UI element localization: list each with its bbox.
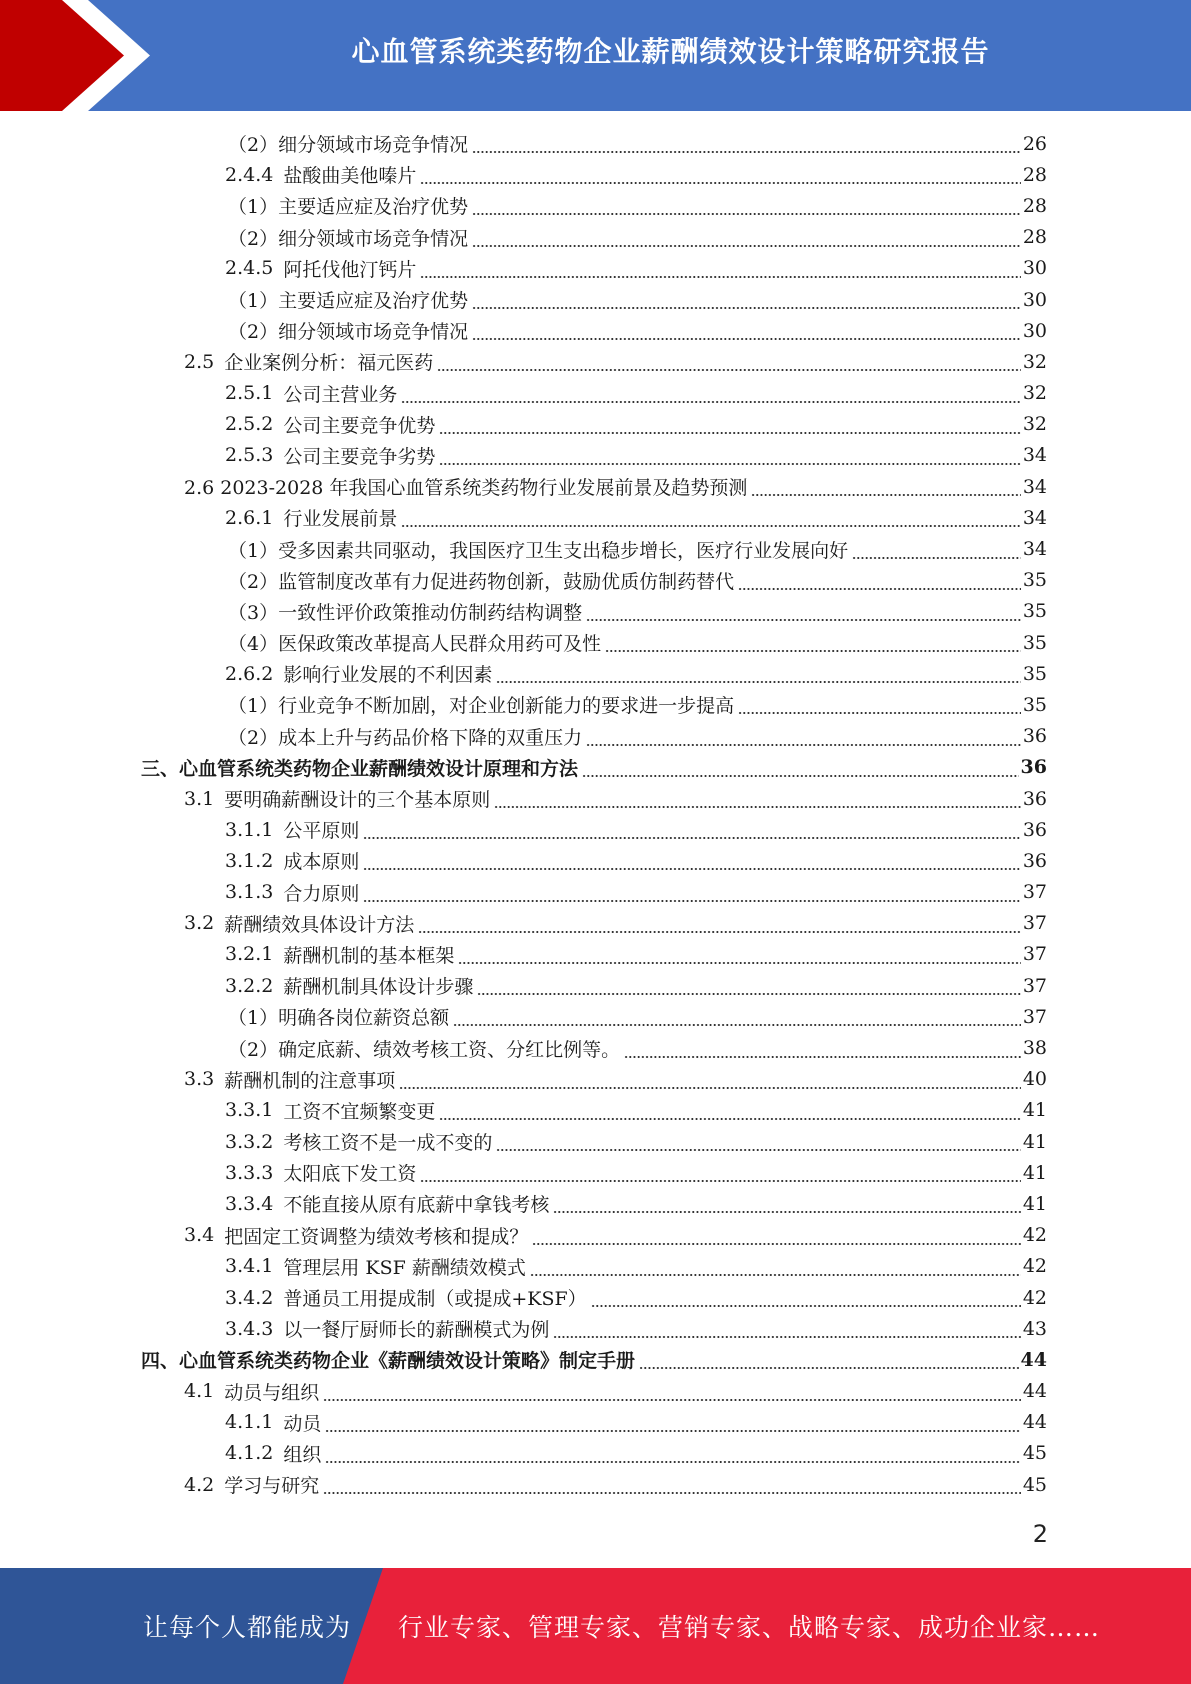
toc-entry-title: （1）行业竞争不断加剧，对企业创新能力的要求进一步提高 (228, 695, 735, 718)
toc-entry-number: 2.4.4 (225, 163, 274, 186)
toc-entry[interactable] (0, 1282, 1191, 1313)
dot-leader (325, 1414, 1020, 1433)
toc-entry-page: 26 (1022, 132, 1047, 155)
toc-entry-title: （3）一致性评价政策推动仿制药结构调整 (228, 601, 583, 624)
dot-leader (363, 852, 1020, 871)
dot-leader (323, 1476, 1021, 1495)
toc-entry-page: 41 (1022, 1130, 1047, 1153)
toc-entry-page: 36 (1022, 849, 1047, 872)
dot-leader (472, 291, 1021, 310)
toc-entry-number: 3.2 (184, 912, 215, 935)
toc-entry-page: 40 (1022, 1068, 1047, 1091)
dot-leader (401, 385, 1020, 404)
toc-entry-title: 不能直接从原有底薪中拿钱考核 (283, 1194, 550, 1217)
toc-entry-number: 3.1.1 (225, 818, 274, 841)
toc-entry[interactable] (0, 1126, 1191, 1157)
toc-entry-page: 45 (1022, 1442, 1047, 1465)
toc-entry-page: 35 (1022, 631, 1047, 654)
toc-entry-page: 42 (1022, 1224, 1047, 1247)
dot-leader (399, 1071, 1021, 1090)
toc-entry[interactable] (0, 128, 1191, 159)
toc-entry[interactable] (0, 409, 1191, 440)
report-title: 心血管系统类药物企业薪酬绩效设计策略研究报告 (351, 35, 990, 68)
toc-entry-number: 2.5.3 (225, 444, 274, 467)
toc-entry[interactable] (0, 565, 1191, 596)
dot-leader (363, 884, 1020, 903)
dot-leader (586, 728, 1021, 747)
toc-entry-page: 37 (1022, 912, 1047, 935)
toc-entry-page: 43 (1022, 1317, 1047, 1340)
toc-entry-title: 三、心血管系统类药物企业薪酬绩效设计原理和方法 (141, 757, 579, 780)
toc-entry-title: 普通员工用提成制（或提成+KSF） (283, 1288, 587, 1311)
dot-leader (472, 197, 1021, 216)
toc-entry-number: 2.6.2 (225, 662, 274, 685)
dot-leader (420, 1164, 1020, 1183)
toc-entry-page: 30 (1022, 257, 1047, 280)
toc-entry-page: 35 (1022, 693, 1047, 716)
toc-entry-number: 3.1.3 (225, 881, 274, 904)
toc-entry[interactable] (0, 752, 1191, 783)
toc-entry-page: 37 (1022, 881, 1047, 904)
toc-entry-page: 35 (1022, 600, 1047, 623)
toc-entry-title: 以一餐厅厨师长的薪酬模式为例 (283, 1319, 550, 1342)
toc-entry-title: 影响行业发展的不利因素 (283, 664, 493, 687)
toc-entry[interactable] (0, 222, 1191, 253)
toc-entry[interactable] (0, 284, 1191, 315)
dot-leader (325, 1445, 1020, 1464)
dot-leader (591, 1289, 1021, 1308)
toc-entry[interactable] (0, 1407, 1191, 1438)
toc-entry[interactable] (0, 596, 1191, 627)
page-number: 2 (1032, 1520, 1048, 1548)
dot-leader (401, 509, 1020, 528)
dot-leader (418, 915, 1021, 934)
dot-leader (472, 135, 1021, 154)
toc-entry-title: 薪酬机制具体设计步骤 (283, 976, 474, 999)
toc-entry[interactable] (0, 1220, 1191, 1251)
toc-entry-page: 32 (1022, 413, 1047, 436)
toc-entry-title: 2.6 2023-2028 年我国心血管系统类药物行业发展前景及趋势预测 (184, 477, 748, 500)
page-footer (0, 1568, 1191, 1684)
toc-entry[interactable] (0, 814, 1191, 845)
toc-entry[interactable] (0, 1313, 1191, 1344)
dot-leader (420, 260, 1020, 279)
toc-entry-number: 3.3.2 (225, 1130, 274, 1153)
toc-entry-title: 动员与组织 (224, 1381, 320, 1404)
toc-entry-number: 3.4.1 (225, 1255, 274, 1278)
toc-entry-title: （4）医保政策改革提高人民群众用药可及性 (228, 633, 602, 656)
toc-entry[interactable] (0, 939, 1191, 970)
dot-leader (437, 353, 1021, 372)
toc-entry-number: 2.6.1 (225, 506, 274, 529)
toc-entry-title: 薪酬机制的基本框架 (283, 944, 455, 967)
dot-leader (439, 447, 1020, 466)
toc-entry-page: 30 (1022, 288, 1047, 311)
toc-entry-page: 37 (1022, 974, 1047, 997)
toc-entry-title: 公司主要竞争优势 (283, 414, 436, 437)
dot-leader (363, 821, 1020, 840)
toc-entry-page: 28 (1022, 226, 1047, 249)
toc-entry-page: 30 (1022, 319, 1047, 342)
toc-entry-title: 动员 (283, 1412, 322, 1435)
toc-entry[interactable] (0, 627, 1191, 658)
dot-leader (532, 1227, 1021, 1246)
toc-entry[interactable] (0, 440, 1191, 471)
toc-entry[interactable] (0, 1032, 1191, 1063)
toc-entry[interactable] (0, 1064, 1191, 1095)
toc-entry-title: 企业案例分析：福元医药 (224, 352, 434, 375)
dot-leader (586, 603, 1021, 622)
toc-entry-title: 阿托伐他汀钙片 (283, 258, 417, 281)
toc-entry-title: 公司主营业务 (283, 383, 398, 406)
toc-entry-number: 3.4 (184, 1224, 215, 1247)
dot-leader (738, 572, 1021, 591)
toc-entry-page: 41 (1022, 1161, 1047, 1184)
toc-entry-page: 44 (1020, 1348, 1047, 1371)
toc-entry[interactable] (0, 502, 1191, 533)
toc-entry[interactable] (0, 1251, 1191, 1282)
toc-entry[interactable] (0, 1188, 1191, 1219)
dot-leader (639, 1351, 1019, 1370)
toc-entry-page: 44 (1022, 1411, 1047, 1434)
toc-entry-page: 32 (1022, 382, 1047, 405)
toc-entry-title: （2）细分领域市场竞争情况 (228, 227, 469, 250)
toc-entry[interactable] (0, 1095, 1191, 1126)
toc-entry-page: 36 (1020, 756, 1047, 779)
toc-entry-title: （2）确定底薪、绩效考核工资、分红比例等。 (228, 1038, 621, 1061)
dot-leader (553, 1195, 1020, 1214)
toc-entry-number: 4.1.1 (225, 1411, 274, 1434)
dot-leader (420, 166, 1020, 185)
toc-entry-number: 2.5.2 (225, 413, 274, 436)
header-arrow-icon (0, 0, 160, 111)
toc-entry-title: 公平原则 (283, 820, 360, 843)
footer-slogan-left: 让每个人都能成为 (143, 1613, 352, 1642)
dot-leader (496, 1133, 1020, 1152)
toc-entry-page: 45 (1022, 1473, 1047, 1496)
toc-entry[interactable] (0, 1344, 1191, 1375)
toc-entry-page: 44 (1022, 1380, 1047, 1403)
toc-entry[interactable] (0, 877, 1191, 908)
toc-entry[interactable] (0, 533, 1191, 564)
toc-entry-page: 35 (1022, 569, 1047, 592)
toc-entry-page: 41 (1022, 1192, 1047, 1215)
toc-entry-number: 3.1.2 (225, 849, 274, 872)
toc-entry-number: 4.1.2 (225, 1442, 274, 1465)
toc-entry[interactable] (0, 190, 1191, 221)
toc-entry-page: 42 (1022, 1286, 1047, 1309)
toc-entry-number: 3.3 (184, 1068, 215, 1091)
footer-slogan-right: 行业专家、管理专家、营销专家、战略专家、成功企业家…… (398, 1613, 1101, 1642)
dot-leader (323, 1383, 1021, 1402)
toc-entry-title: 行业发展前景 (283, 508, 398, 531)
dot-leader (439, 1102, 1020, 1121)
toc-entry[interactable] (0, 378, 1191, 409)
dot-leader (472, 229, 1021, 248)
toc-entry-page: 28 (1022, 194, 1047, 217)
toc-entry-number: 3.3.1 (225, 1099, 274, 1122)
toc-entry-number: 3.4.3 (225, 1317, 274, 1340)
dot-leader (624, 1040, 1021, 1059)
toc-entry-page: 41 (1022, 1099, 1047, 1122)
dot-leader (472, 322, 1021, 341)
toc-entry-title: （1）主要适应症及治疗优势 (228, 196, 469, 219)
toc-entry-number: 4.2 (184, 1473, 215, 1496)
toc-entry-number: 2.5.1 (225, 382, 274, 405)
toc-entry-title: 盐酸曲美他嗪片 (283, 165, 417, 188)
toc-entry-page: 37 (1022, 1005, 1047, 1028)
dot-leader (494, 790, 1021, 809)
toc-entry-page: 38 (1022, 1037, 1047, 1060)
dot-leader (530, 1258, 1021, 1277)
toc-entry[interactable] (0, 1438, 1191, 1469)
toc-entry-number: 2.4.5 (225, 257, 274, 280)
toc-entry-page: 35 (1022, 662, 1047, 685)
dot-leader (852, 541, 1021, 560)
toc-entry[interactable] (0, 1001, 1191, 1032)
toc-entry-number: 3.3.3 (225, 1161, 274, 1184)
toc-entry-page: 42 (1022, 1255, 1047, 1278)
toc-entry-page: 32 (1022, 350, 1047, 373)
dot-leader (453, 1008, 1021, 1027)
toc-entry-title: 太阳底下发工资 (283, 1163, 417, 1186)
toc-entry-page: 36 (1022, 818, 1047, 841)
toc-entry-title: （1）受多因素共同驱动，我国医疗卫生支出稳步增长，医疗行业发展向好 (228, 539, 849, 562)
toc-entry-number: 3.4.2 (225, 1286, 274, 1309)
toc-entry-number: 3.3.4 (225, 1192, 274, 1215)
dot-leader (496, 665, 1020, 684)
toc-entry-title: （2）监管制度改革有力促进药物创新，鼓励优质仿制药替代 (228, 570, 735, 593)
toc-entry-title: 要明确薪酬设计的三个基本原则 (224, 789, 491, 812)
toc-entry[interactable] (0, 845, 1191, 876)
toc-entry-title: 成本原则 (283, 851, 360, 874)
dot-leader (751, 478, 1020, 497)
table-of-contents (0, 128, 1191, 1500)
toc-entry-title: 组织 (283, 1443, 322, 1466)
dot-leader (605, 634, 1021, 653)
toc-entry-title: 管理层用 KSF 薪酬绩效模式 (283, 1256, 526, 1279)
toc-entry-title: 薪酬绩效具体设计方法 (224, 913, 415, 936)
toc-entry-number: 3.2.1 (225, 943, 274, 966)
toc-entry[interactable] (0, 721, 1191, 752)
toc-entry-title: （2）成本上升与药品价格下降的双重压力 (228, 726, 583, 749)
toc-entry-page: 34 (1022, 538, 1047, 561)
toc-entry-page: 34 (1022, 475, 1047, 498)
toc-entry-title: 学习与研究 (224, 1475, 320, 1498)
toc-entry[interactable] (0, 471, 1191, 502)
toc-entry-page: 36 (1022, 787, 1047, 810)
toc-entry[interactable] (0, 658, 1191, 689)
toc-entry-number: 3.2.2 (225, 974, 274, 997)
toc-entry-title: （2）细分领域市场竞争情况 (228, 134, 469, 157)
dot-leader (738, 696, 1021, 715)
toc-entry-title: 考核工资不是一成不变的 (283, 1132, 493, 1155)
toc-entry-title: （2）细分领域市场竞争情况 (228, 321, 469, 344)
toc-entry[interactable] (0, 1157, 1191, 1188)
toc-entry-title: （1）主要适应症及治疗优势 (228, 290, 469, 313)
toc-entry-title: 工资不宜频繁变更 (283, 1100, 436, 1123)
dot-leader (582, 759, 1019, 778)
toc-entry-title: 公司主要竞争劣势 (283, 445, 436, 468)
toc-entry[interactable] (0, 253, 1191, 284)
dot-leader (553, 1320, 1020, 1339)
toc-entry-title: 薪酬机制的注意事项 (224, 1069, 396, 1092)
dot-leader (439, 416, 1020, 435)
toc-entry[interactable] (0, 970, 1191, 1001)
toc-entry[interactable] (0, 315, 1191, 346)
toc-entry[interactable] (0, 1469, 1191, 1500)
dot-leader (477, 977, 1020, 996)
toc-entry-title: 四、心血管系统类药物企业《薪酬绩效设计策略》制定手册 (141, 1350, 636, 1373)
toc-entry-page: 37 (1022, 943, 1047, 966)
toc-entry-page: 28 (1022, 163, 1047, 186)
dot-leader (458, 946, 1020, 965)
toc-entry-number: 2.5 (184, 350, 215, 373)
toc-entry-page: 34 (1022, 506, 1047, 529)
toc-entry-title: 合力原则 (283, 882, 360, 905)
page-header (0, 0, 1191, 111)
toc-entry[interactable] (0, 346, 1191, 377)
toc-entry-number: 4.1 (184, 1380, 215, 1403)
toc-entry-page: 34 (1022, 444, 1047, 467)
toc-entry[interactable] (0, 689, 1191, 720)
toc-entry[interactable] (0, 783, 1191, 814)
toc-entry[interactable] (0, 908, 1191, 939)
toc-entry-number: 3.1 (184, 787, 215, 810)
toc-entry-title: （1）明确各岗位薪资总额 (228, 1007, 450, 1030)
toc-entry[interactable] (0, 1376, 1191, 1407)
toc-entry-page: 36 (1022, 725, 1047, 748)
toc-entry[interactable] (0, 159, 1191, 190)
toc-entry-title: 把固定工资调整为绩效考核和提成？ (224, 1225, 529, 1248)
